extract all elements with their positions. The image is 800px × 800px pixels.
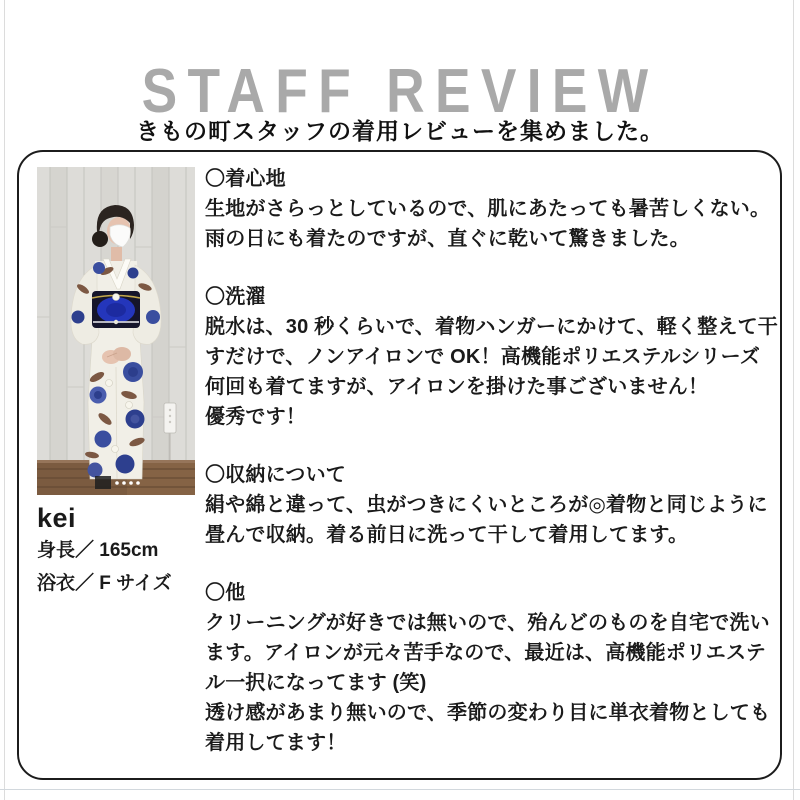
review-line: 着用してます！ bbox=[205, 732, 347, 754]
review-line: 絹や綿と違って、虫がつきにくいところが◎着物と同じように bbox=[205, 494, 768, 516]
staff-profile bbox=[37, 502, 172, 600]
staff-photo bbox=[37, 167, 195, 495]
review-section-storage bbox=[205, 460, 777, 550]
review-section-heading: 〇着心地 bbox=[205, 168, 286, 190]
review-section-heading: 〇他 bbox=[205, 582, 246, 604]
review-line: 何回も着てますが、アイロンを掛けた事ございません！ bbox=[205, 376, 709, 398]
review-line: 脱水は、30 秒くらいで、着物ハンガーにかけて、軽く整えて干 bbox=[205, 316, 779, 338]
page-title: STAFF REVIEW bbox=[141, 56, 659, 126]
review-text bbox=[205, 164, 777, 786]
staff-size: 浴衣／ F サイズ bbox=[37, 573, 172, 594]
review-line: ル一択になってます (笑) bbox=[205, 672, 427, 694]
review-section-heading: 〇洗濯 bbox=[205, 286, 266, 308]
review-section-heading: 〇収納について bbox=[205, 464, 346, 486]
review-section-other bbox=[205, 578, 777, 758]
hair-bun bbox=[92, 231, 108, 247]
page-bottom-rule bbox=[0, 789, 800, 790]
review-card bbox=[17, 150, 782, 780]
review-line: 優秀です！ bbox=[205, 406, 306, 428]
review-line: クリーニングが好きでは無いので、殆んどのものを自宅で洗い bbox=[205, 612, 770, 634]
review-section-washing bbox=[205, 282, 777, 432]
review-line: ます。アイロンが元々苦手なので、最近は、高機能ポリエステ bbox=[205, 642, 766, 664]
review-line: 生地がさらっとしているので、肌にあたっても暑苦しくない。 bbox=[205, 198, 771, 220]
review-line: 透け感があまり無いので、季節の変わり目に単衣着物としても bbox=[205, 702, 771, 724]
staff-height: 身長／ 165cm bbox=[37, 540, 159, 561]
page-subtitle: きもの町スタッフの着用レビューを集めました。 bbox=[136, 118, 664, 144]
review-section-comfort bbox=[205, 164, 777, 254]
review-line: 雨の日にも着たのですが、直ぐに乾いて驚きました。 bbox=[205, 228, 690, 250]
review-line: すだけで、ノンアイロンで OK！高機能ポリエステルシリーズ bbox=[205, 346, 761, 368]
staff-name: kei bbox=[37, 503, 77, 533]
review-line: 畳んで収納。着る前日に洗って干して着用してます。 bbox=[205, 524, 689, 546]
